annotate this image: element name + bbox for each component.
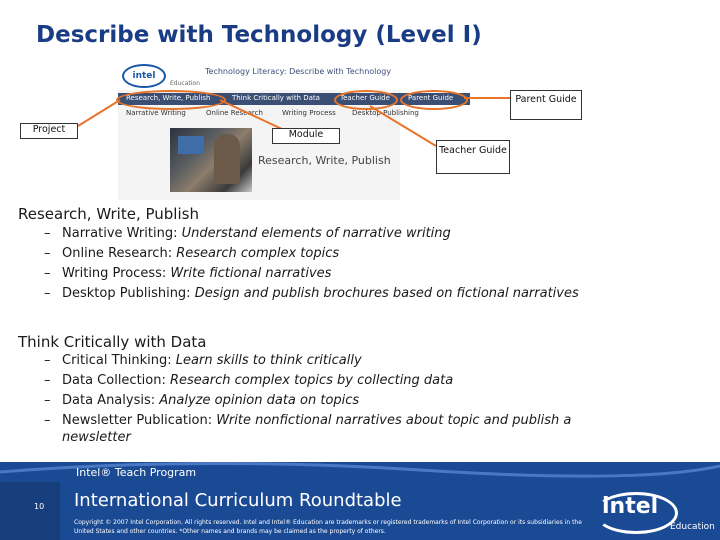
- nav-research-write-publish[interactable]: Research, Write, Publish: [126, 94, 211, 102]
- connector-module: [220, 100, 284, 130]
- subnav-writing-process[interactable]: Writing Process: [282, 109, 336, 117]
- footer-program: Intel® Teach Program: [76, 466, 197, 479]
- nav-think-critically[interactable]: Think Critically with Data: [232, 94, 320, 102]
- callout-teacher-guide: Teacher Guide: [436, 140, 510, 174]
- screenshot-caption: Research, Write, Publish: [258, 154, 391, 167]
- callout-connectors: [0, 0, 720, 240]
- slide-title: Describe with Technology (Level I): [36, 22, 482, 48]
- page-number: 10: [34, 502, 45, 511]
- subnav-desktop-publishing[interactable]: Desktop Publishing: [352, 109, 419, 117]
- list-item-continuation: newsletter: [62, 430, 131, 445]
- intel-logo-small: intel: [122, 64, 166, 88]
- subnav-online-research[interactable]: Online Research: [206, 109, 263, 117]
- intel-logo: intel: [602, 494, 659, 519]
- intel-logo-small-sub: Education: [170, 80, 200, 87]
- nav-parent-guide[interactable]: Parent Guide: [408, 94, 454, 102]
- footer-roundtable: International Curriculum Roundtable: [74, 490, 402, 511]
- screenshot-header-text: Technology Literacy: Describe with Technology: [205, 67, 392, 76]
- section-heading-think-critically: Think Critically with Data: [18, 333, 207, 351]
- callout-module: Module: [272, 128, 340, 144]
- callout-project: Project: [20, 123, 78, 139]
- section-heading-research: Research, Write, Publish: [18, 205, 199, 223]
- footer-copyright: Copyright © 2007 Intel Corporation. All rights reserved. Intel and Intel® Education are trademarks or registered trademarks of Intel Corporation or its subsidiaries in the United States and other countries. *Other names and brands may be claimed as the property of others.: [74, 519, 582, 535]
- nav-teacher-guide[interactable]: Teacher Guide: [340, 94, 390, 102]
- subnav-narrative-writing[interactable]: Narrative Writing: [126, 109, 186, 117]
- connector-teacher-guide: [370, 106, 436, 146]
- connector-project: [78, 100, 120, 126]
- intel-logo-education: Education: [670, 522, 715, 532]
- callout-parent-guide: Parent Guide: [510, 90, 582, 120]
